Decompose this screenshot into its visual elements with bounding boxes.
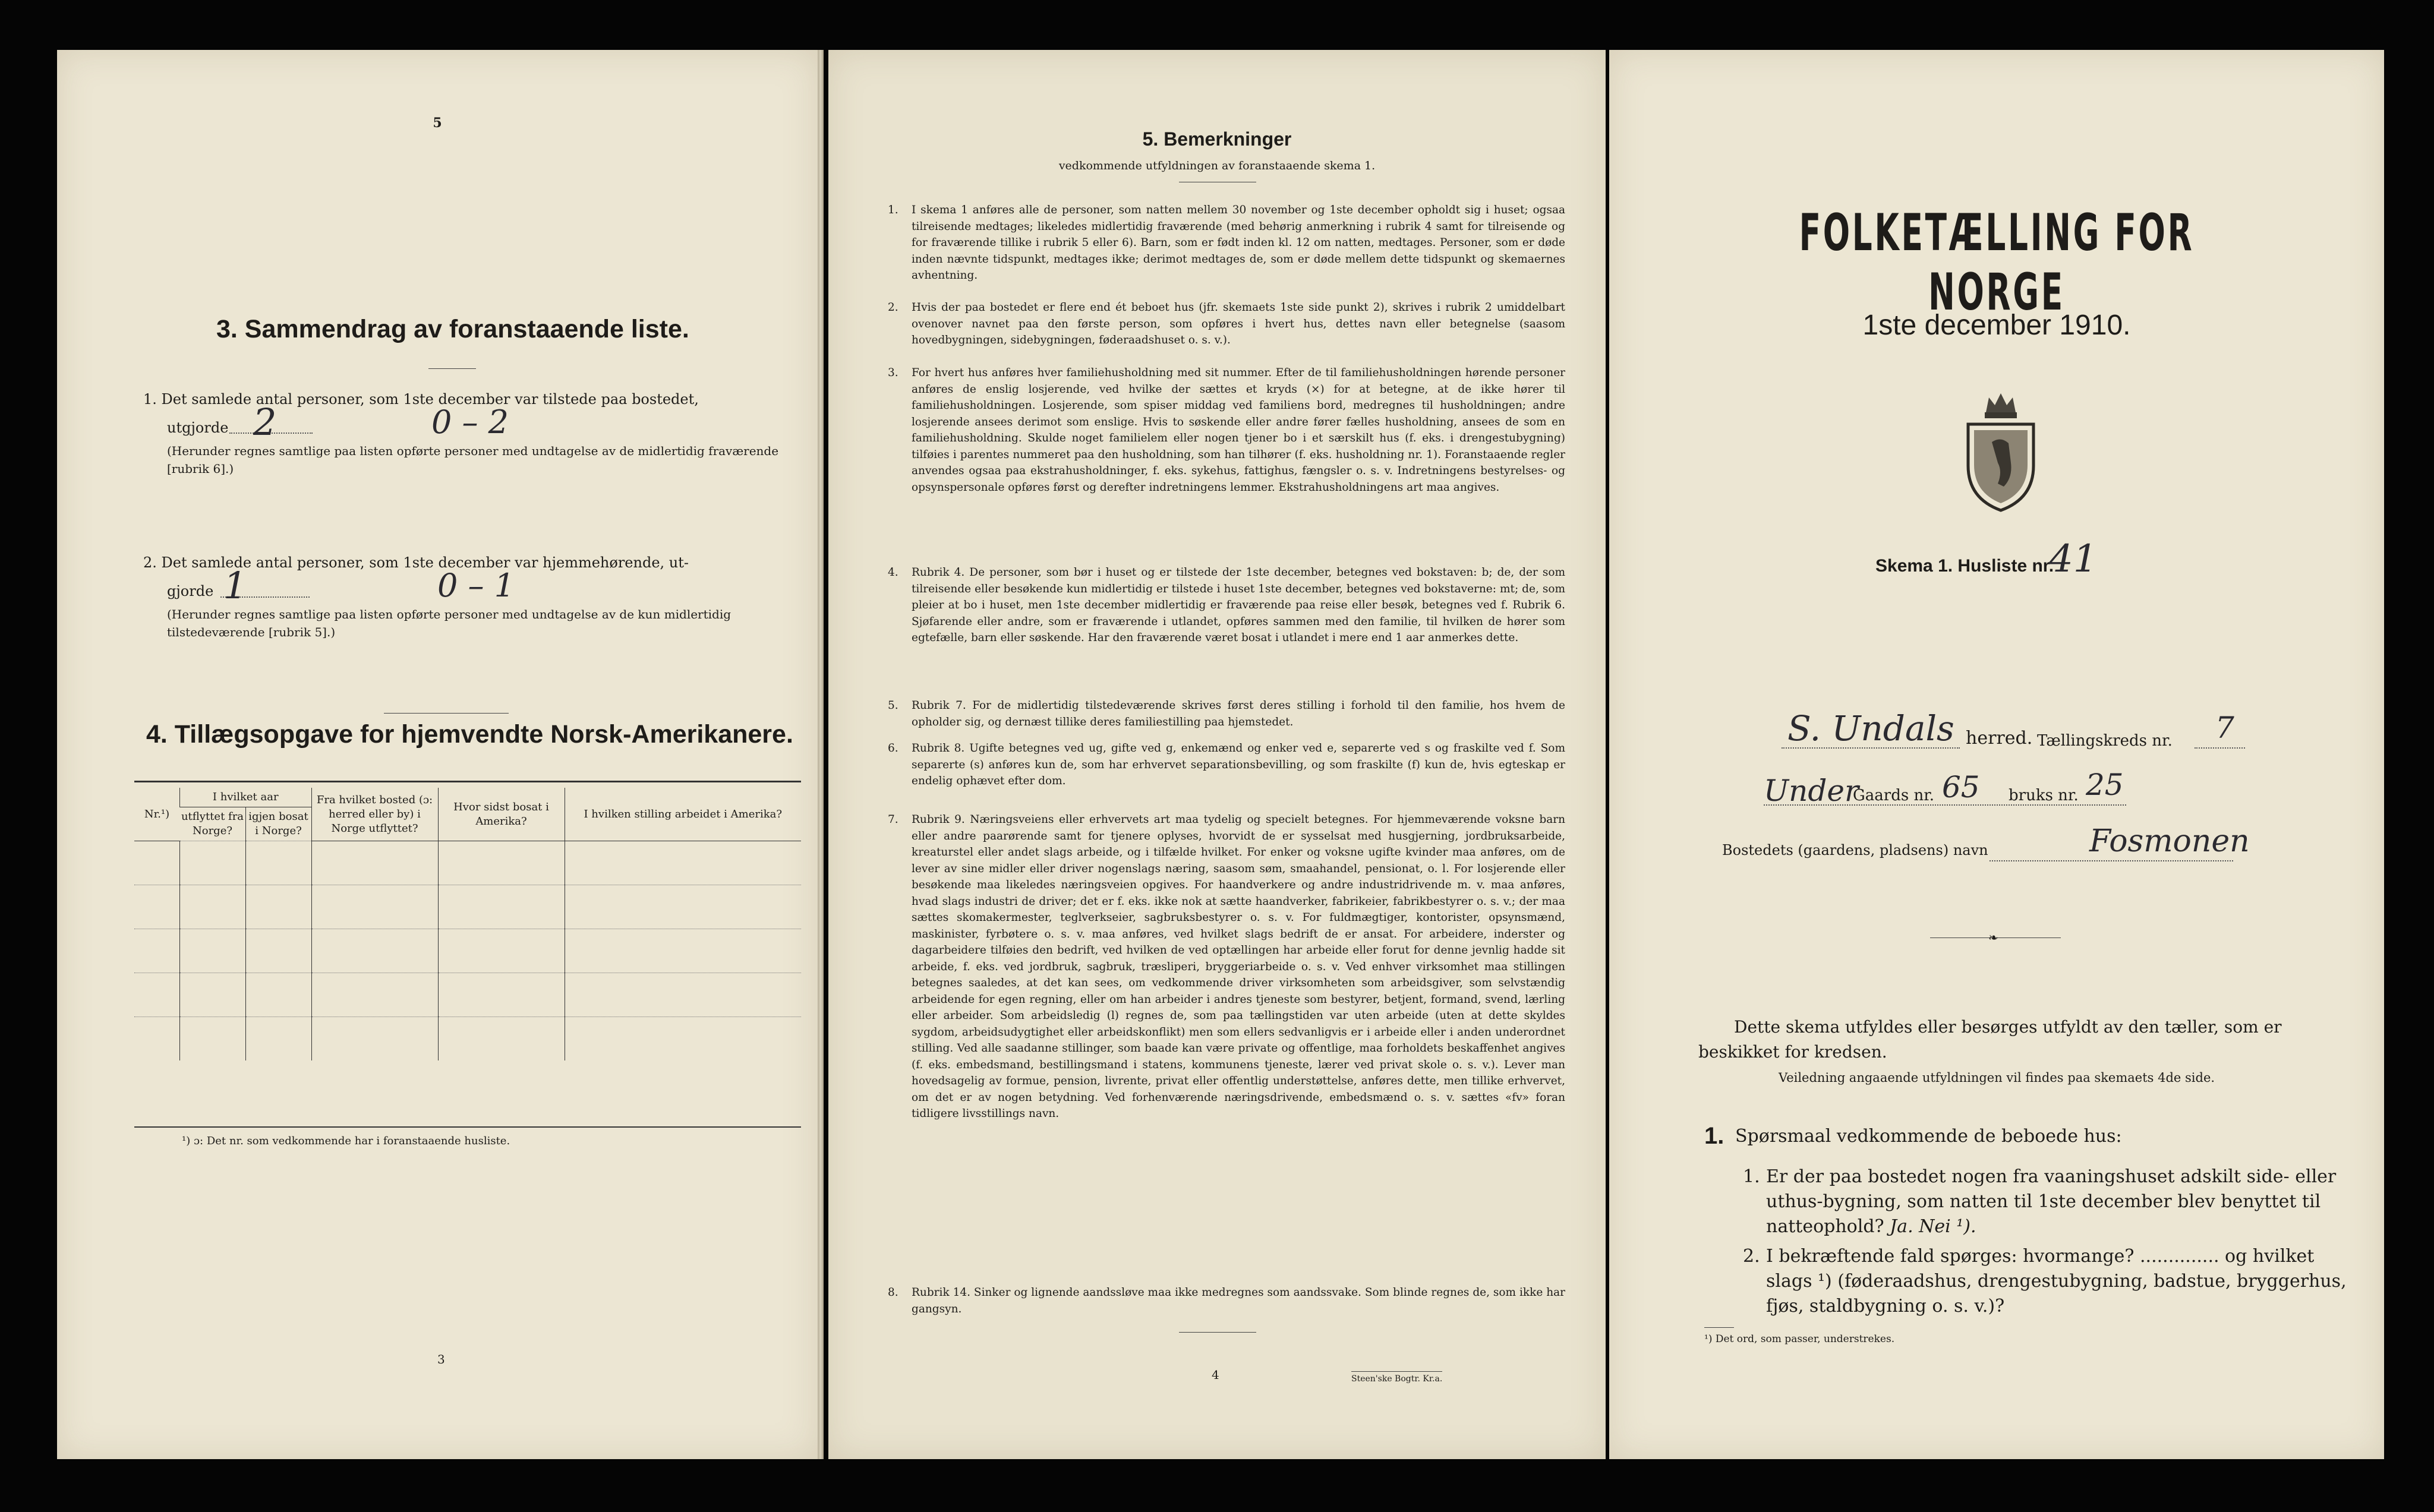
table-cell bbox=[134, 841, 180, 885]
remark-number: 5. bbox=[888, 699, 898, 712]
q1-number: 1. bbox=[1743, 1166, 1760, 1187]
herred-value: S. Undals bbox=[1787, 708, 1954, 749]
col-i-hvilket-aar: I hvilket aar bbox=[180, 788, 312, 807]
intro-text: Dette skema utfyldes eller besørges utfyldt av den tæller, som er beskikket for kredsen. bbox=[1698, 1017, 2282, 1062]
q2-number: 2. bbox=[1743, 1246, 1760, 1267]
remark-item bbox=[888, 812, 1565, 1122]
section4-footnote: ¹) ɔ: Det nr. som vedkommende har i foranstaaende husliste. bbox=[182, 1135, 510, 1147]
table-cell bbox=[245, 885, 311, 929]
remark-text: Rubrik 14. Sinker og lignende aandssløve maa ikke medregnes som aandssvake. Som blinde regnes de, som ikke har gangsyn. bbox=[912, 1286, 1565, 1315]
herred-label: herred. bbox=[1966, 728, 2033, 749]
remark-item bbox=[888, 697, 1565, 730]
table-row bbox=[134, 973, 801, 1017]
remark-text: For hvert hus anføres hver familiehusholdning med sit nummer. Efter de til familiehusholdningen hørende personer anføres de enslig losjerende, ved hvilke der sættes et kryds (×) for at betegne, at de ikke hører til familiehusholdningen. Losjerende, som spiser middag ved familiens bord, medregnes til husholdningen; andre losjerende ansees derimot som enslige. Hvis to søskende eller andre fører fælles husholdning, ansees de som en familiehusholdning. Skulde noget familielem eller nogen tjener bo i et særskilt hus (f. eks. i drengestubygning) tilføies i parentes nummeret paa den husholdning, som han tilhører (f. eks. husholdning nr. 1). Foranstaaende regler anvendes ogsaa paa ekstrahusholdninger, f. eks. sykehus, fattighus, fængsler o. s. v. Indretningens bestyrelses- og opsynspersonale opføres først og derefter indretningens lemmer. Ekstrahusholdningens art maa angives. bbox=[912, 367, 1565, 494]
table-cell bbox=[438, 885, 565, 929]
remark-text: Rubrik 9. Næringsveiens eller erhvervets art maa tydelig og specielt betegnes. For hjemmeværende voksne barn eller andre paarørende samt for tjenere oplyses, hvorvidt de er sysselsat med husgjerning, jordbruksarbeide, kreaturstel eller andet slags arbeide, og i tilfælde hvilket. For enker og voksne ugifte kvinder maa anføres, om de lever av sine midler eller driver nogenslags næring, saasom søm, smaahandel, pensionat, o. l. For losjerende eller besøkende maa likeledes næringsveien opgives. For haandverkere og andre industridrivende m. v. maa anføres, hvad slags industri de driver; det er f. eks. ikke nok at sætte haandverker, fabrikeier, fabrikbestyrer o. s. v.; der maa sættes skomakermester, teglverkseier, sagbruksbestyrer o. s. v. For fuldmægtiger, kontorister, opsynsmænd, maskinister, fyrbøtere o. s. v. maa anføres, ved hvilket slags bedrift de er ansat. For arbeidere, inderster og dagarbeidere tilføies den bedrift, ved hvilken de ved optællingen har arbeide eller forut for denne jevnlig hadde sit arbeide, f. eks. ved jordbruk, sagbruk, træsliperi, bryggeriarbeide o. s. v. Ved enhver virksomhet maa stillingen betegnes saaledes, at det kan sees, om vedkommende driver virksomheten som arbeidsgiver, som selvstændig arbeidende for egen regning, eller om han arbeider i andres tjeneste som bestyrer, betjent, formand, svend, lærling eller arbeider. Som arbeidsledig (l) regnes de, som paa tællingstiden var uten arbeide (uten at dette skyldes sygdom, arbeidsudygtighet eller arbeidskonflikt) men som ellers sedvanligvis er i arbeide eller i anden underordnet stilling. Ved alle saadanne stillinger, som baade kan være private og offentlige, maa forholdets beskaffenhet angives (f. eks. embedsmand, bestillingsmand i statens, kommunens tjeneste, lærer ved privat skole o. s. v.). Lever man hovedsagelig av formue, pension, livrente, privat eller offentlig understøttelse, anføres dette, men tillike erhvervet, om det er av nogen betydning. Ved forhenværende næringsdrivende, embedsmænd o. s. v. sættes «fv» foran tidligere livsstillings navn. bbox=[912, 813, 1565, 1120]
remark-number: 2. bbox=[888, 301, 898, 314]
section3-item2-note: (Herunder regnes samtlige paa listen opførte personer med undtagelse av de kun midlertidig tilstedeværende [rubrik 5].) bbox=[167, 607, 732, 639]
section3-item1-utgjorde: utgjorde bbox=[167, 419, 229, 436]
table-cell bbox=[565, 841, 801, 885]
skema-label: Skema 1. Husliste nr. bbox=[1875, 556, 2054, 576]
remark-item bbox=[888, 1284, 1565, 1317]
table-row bbox=[134, 1017, 801, 1061]
col-utflyttet: utflyttet fra Norge? bbox=[181, 810, 244, 837]
page-number: 3 bbox=[437, 1352, 445, 1366]
remark-text: Rubrik 4. De personer, som bør i huset og er tilstede der 1ste december, betegnes ved bokstaven: b; de, der som tilreisende eller besøkende kun midlertidig er tilstede i huset 1ste december, betegnes ved bokstaverne: mt; de, som pleier at bo i huset, men 1ste december midlertidig er fraværende paa reise eller besøk, betegnes ved f. Rubrik 6. Sjøfarende eller andre, som er fraværende i utlandet, opføres sammen med den familie, til hvilken de hører som egtefælle, barn eller søskende. Har den fraværende været bosat i utlandet i mere end 1 aar anmerkes dette. bbox=[912, 566, 1565, 644]
question-section-number: 1. bbox=[1704, 1123, 1724, 1149]
table-cell bbox=[565, 929, 801, 973]
col-stilling: I hvilken stilling arbeidet i Amerika? bbox=[565, 788, 801, 841]
table-cell bbox=[565, 1017, 801, 1061]
table-bottom-rule bbox=[134, 1126, 801, 1128]
remark-item bbox=[888, 564, 1565, 646]
col-igjen-bosat: igjen bosat i Norge? bbox=[245, 807, 311, 841]
bemerkninger-subtitle: vedkommende utfyldningen av foranstaaende skema 1. bbox=[1058, 159, 1376, 172]
section3-item1-note: (Herunder regnes samtlige paa listen opførte personer med undtagelse av de midlertidig fraværende [rubrik 6].) bbox=[167, 444, 779, 476]
section3-item2-utgjorde: gjorde bbox=[167, 583, 214, 599]
table-cell bbox=[438, 1017, 565, 1061]
coat-of-arms-icon bbox=[1956, 389, 2045, 513]
remark-text: Rubrik 7. For de midlertidig tilstedeværende skrives først deres stilling i forhold til den familie, hos hvem de opholder sig, og dernæst tillike deres familiestilling paa hjemstedet. bbox=[912, 699, 1565, 728]
table-cell bbox=[311, 929, 438, 973]
table-cell bbox=[311, 1017, 438, 1061]
table-cell bbox=[245, 841, 311, 885]
gaards-label: Gaards nr. bbox=[1853, 787, 1935, 804]
page-fold bbox=[818, 50, 824, 1459]
dotted-line bbox=[2195, 747, 2245, 749]
table-cell bbox=[180, 841, 246, 885]
ornament-icon: ❧ bbox=[1988, 930, 1998, 945]
section3-title: 3. Sammendrag av foranstaaende liste. bbox=[216, 315, 689, 343]
q1-text bbox=[1766, 1164, 2360, 1239]
q2-text: I bekræftende fald spørges: hvormange? .............. og hvilket slags ¹) (føderaadshus, drengestubygning, badstue, bryggerhus, fjøs, staldbygning o. s. v.)? bbox=[1766, 1246, 2347, 1317]
bosted-value: Fosmonen bbox=[2089, 823, 2250, 859]
gaard-prefix: Under bbox=[1764, 774, 1859, 808]
col-hvor-sidst: Hvor sidst bosat i Amerika? bbox=[438, 788, 565, 841]
table-cell bbox=[311, 885, 438, 929]
remark-number: 6. bbox=[888, 742, 898, 755]
table-cell bbox=[438, 929, 565, 973]
col-fra-hvilket-bosted: Fra hvilket bosted (ɔ: herred eller by) i Norge utflyttet? bbox=[311, 788, 438, 841]
section3-item2-text: 2. Det samlede antal personer, som 1ste december var hjemmehørende, ut- bbox=[143, 554, 689, 571]
bosted-label: Bostedets (gaardens, pladsens) navn bbox=[1722, 842, 1988, 858]
remark-text: I skema 1 anføres alle de personer, som natten mellem 30 november og 1ste december opholdt sig i huset; ogsaa tilreisende medtages; likeledes midlertidig fraværende (med behørig anmerkning i rubrik 4 samt for tilreisende og for fraværende tillike i rubrik 5 eller 6). Barn, som er født inden kl. 12 om natten, medtages. Personer, som er døde inden nævnte tidspunkt, medtages ikke; derimot medtages de, som er døde mellem dette tidspunkt og skemaernes avhentning. bbox=[912, 204, 1565, 282]
dotted-line bbox=[1990, 860, 2233, 861]
census-title: FOLKETÆLLING FOR NORGE bbox=[1799, 203, 2195, 322]
dotted-line bbox=[1782, 747, 1960, 749]
right-page bbox=[1609, 50, 2384, 1459]
bemerkninger-title: 5. Bemerkninger bbox=[1142, 128, 1292, 150]
intro-small: Veiledning angaaende utfyldningen vil findes paa skemaets 4de side. bbox=[1778, 1071, 2215, 1085]
page-number: 4 bbox=[1212, 1368, 1219, 1382]
table-row bbox=[134, 885, 801, 929]
remark-number: 3. bbox=[888, 367, 898, 379]
table-cell bbox=[565, 973, 801, 1017]
remark-text: Hvis der paa bostedet er flere end ét beboet hus (jfr. skemaets 1ste side punkt 2), skrives i rubrik 2 umiddelbart ovenover navnet paa den første person, som opføres i hvert hus, dettes navn eller betegnelse (saasom hovedbygningen, sidebygningen, føderaadshuset o. s. v.). bbox=[912, 301, 1565, 346]
kreds-label: Tællingskreds nr. bbox=[2037, 732, 2173, 750]
q1-question: Er der paa bostedet nogen fra vaaningshuset adskilt side- eller uthus-bygning, som natten til 1ste december blev benyttet til natteophold? bbox=[1766, 1166, 2337, 1237]
table-cell bbox=[134, 929, 180, 973]
table-top-rule bbox=[134, 781, 801, 782]
husliste-nr: 41 bbox=[2049, 537, 2098, 581]
remark-text: Rubrik 8. Ugifte betegnes ved ug, gifte ved g, enkemænd og enker ved e, separerte ved s og fraskilte ved f. Som separerte (s) anføres kun de, som har erhvervet separationsbevilling, og som fraskilte (f) kun de, hvis egteskap er endelig ophævet efter dom. bbox=[912, 742, 1565, 787]
section4-title: 4. Tillægsopgave for hjemvendte Norsk-Amerikanere. bbox=[146, 720, 793, 749]
table-cell bbox=[180, 929, 246, 973]
footnote: ¹) Det ord, som passer, understrekes. bbox=[1704, 1333, 1895, 1345]
table-cell bbox=[180, 1017, 246, 1061]
printer-mark: Steen'ske Bogtr. Kr.a. bbox=[1351, 1371, 1442, 1384]
footnote-rule bbox=[1704, 1327, 1734, 1328]
section3-item1-text: 1. Det samlede antal personer, som 1ste december var tilstede paa bostedet, bbox=[143, 391, 699, 408]
table-row bbox=[134, 841, 801, 885]
table-cell bbox=[180, 885, 246, 929]
section3-item1-value: 2 bbox=[253, 400, 277, 444]
table-cell bbox=[245, 1017, 311, 1061]
remark-item bbox=[888, 299, 1565, 349]
table-cell bbox=[438, 841, 565, 885]
section3-item2-value: 1 bbox=[223, 564, 247, 607]
table-cell bbox=[565, 885, 801, 929]
census-date: 1ste december 1910. bbox=[1862, 310, 2131, 341]
remark-number: 7. bbox=[888, 813, 898, 826]
table-cell bbox=[245, 973, 311, 1017]
q1-answer: Ja. Nei ¹). bbox=[1890, 1216, 1976, 1237]
table-cell bbox=[245, 929, 311, 973]
remark-item bbox=[888, 365, 1565, 495]
col-nr: Nr.¹) bbox=[134, 788, 180, 841]
remark-item bbox=[888, 202, 1565, 284]
middle-page bbox=[828, 50, 1606, 1459]
divider bbox=[1179, 1332, 1256, 1333]
table-cell bbox=[311, 973, 438, 1017]
table-cell bbox=[311, 841, 438, 885]
dotted-line bbox=[1764, 804, 2126, 806]
table-cell bbox=[134, 1017, 180, 1061]
divider bbox=[428, 368, 476, 369]
bruks-value: 25 bbox=[2086, 768, 2124, 802]
page-top-marker: 5 bbox=[433, 115, 442, 131]
left-page bbox=[57, 50, 818, 1459]
bruks-label: bruks nr. bbox=[2009, 787, 2079, 804]
kreds-value: 7 bbox=[2215, 711, 2234, 745]
divider bbox=[384, 713, 509, 714]
table-row bbox=[134, 929, 801, 973]
table-cell bbox=[180, 973, 246, 1017]
question-section-title: Spørsmaal vedkommende de beboede hus: bbox=[1735, 1126, 2122, 1147]
remark-number: 1. bbox=[888, 204, 898, 216]
remark-item bbox=[888, 740, 1565, 790]
gaards-value: 65 bbox=[1942, 770, 1980, 804]
section3-item2-code: 0 – 1 bbox=[437, 567, 515, 604]
section3-item1-code: 0 – 2 bbox=[431, 403, 509, 441]
table-cell bbox=[134, 973, 180, 1017]
norsk-amerikanere-table bbox=[134, 788, 801, 1060]
table-cell bbox=[134, 885, 180, 929]
remark-number: 4. bbox=[888, 566, 898, 579]
table-cell bbox=[438, 973, 565, 1017]
remark-number: 8. bbox=[888, 1286, 898, 1299]
